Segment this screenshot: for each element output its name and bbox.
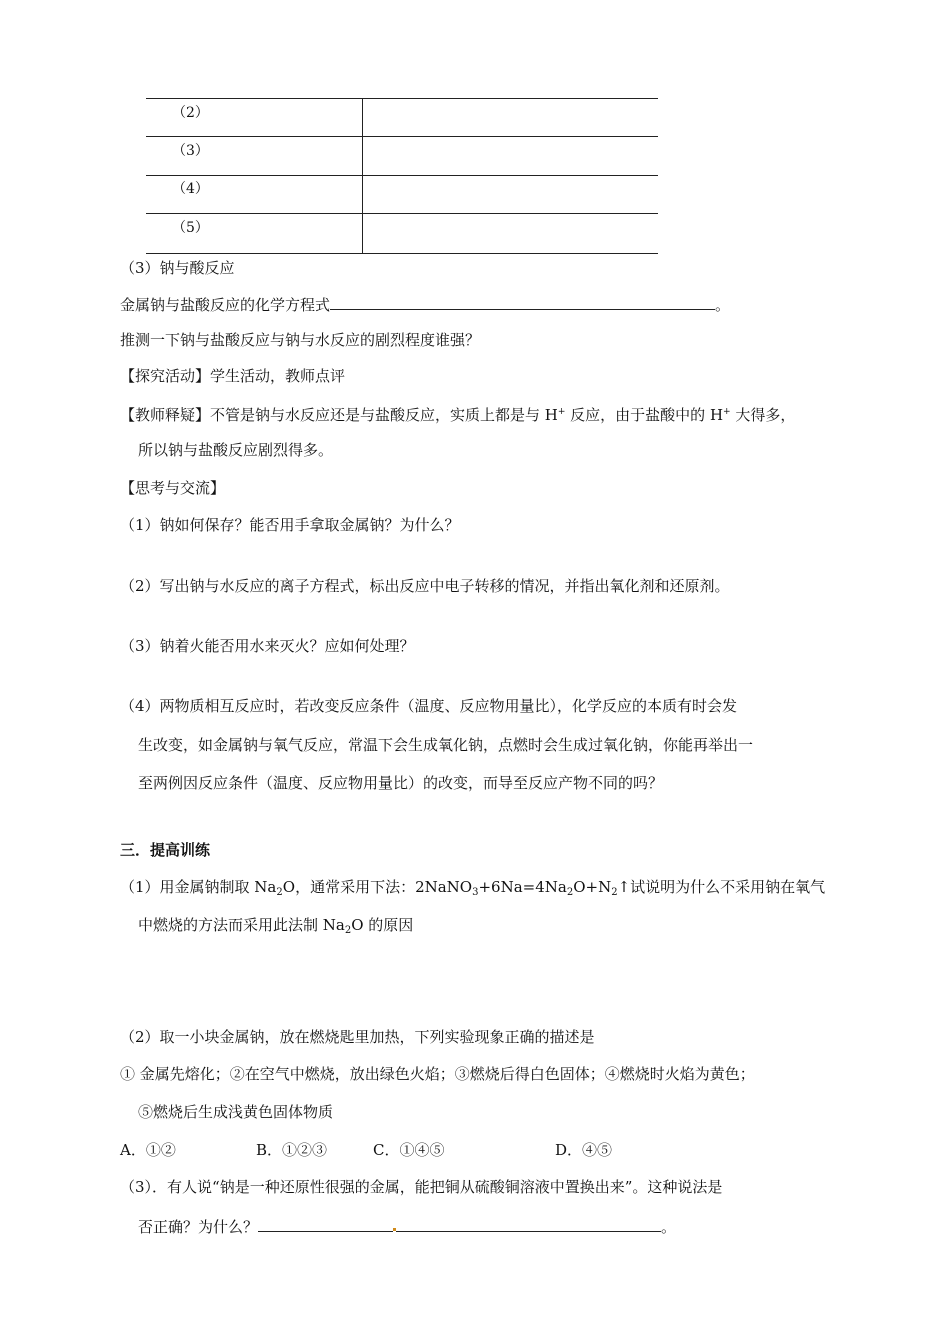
answer-blank[interactable] [330,293,715,310]
section-heading: 【思考与交流】 [120,479,226,497]
table-row-label: （3） [172,143,209,159]
table-row-label: （5） [172,220,209,236]
problem-2: （2）取一小块金属钠，放在燃烧匙里加热，下列实验现象正确的描述是 [120,1028,595,1046]
problem-2-statements-cont: ⑤燃烧后生成浅黄色固体物质 [138,1103,334,1121]
option-d[interactable]: D．④⑤ [555,1141,613,1159]
problem-text: 中燃烧的方法而采用此法制 Na [138,916,345,934]
problem-text: （1）用金属钠制取 Na [120,878,277,896]
superscript: + [557,407,566,417]
option-c[interactable]: C．①④⑤ [373,1141,445,1159]
subscript: 2 [611,887,618,898]
option-b[interactable]: B．①②③ [256,1141,328,1159]
activity-text: 【探究活动】学生活动，教师点评 [120,367,346,385]
table-rule [146,136,658,137]
superscript: + [723,407,731,417]
table-row-label: （2） [172,105,209,121]
answer-table [146,98,658,254]
explanation-part: 反应，由于盐酸中的 H [565,406,724,424]
problem-text: O+N [573,878,612,896]
problem-end: 。 [661,1218,677,1236]
table-rule [146,98,658,99]
answer-blank[interactable] [396,1215,661,1232]
explanation-part: 【教师释疑】不管是钠与水反应还是与盐酸反应，实质上都是与 H [120,406,558,424]
question-item-cont: 生改变，如金属钠与氧气反应，常温下会生成氧化钠，点燃时会生成过氧化钠，你能再举出一 [138,736,754,754]
prompt-end: 。 [715,296,731,314]
table-rule [146,213,658,214]
section-heading: 三．提高训练 [120,841,211,859]
question-text: 推测一下钠与盐酸反应与钠与水反应的剧烈程度谁强？ [120,331,481,349]
problem-text: O，通常采用下法：2NaNO [282,878,473,896]
problem-text: O 的原因 [351,916,414,934]
section-heading: （3）钠与酸反应 [120,259,235,277]
table-row-label: （4） [172,181,209,197]
problem-3: （3）．有人说“钠是一种还原性很强的金属，能把铜从硫酸铜溶液中置换出来”。这种说法是 [120,1178,723,1196]
problem-text: ↑试说明为什么不采用钠在氧气 [617,878,826,896]
option-a[interactable]: A．①② [120,1141,176,1159]
question-item: （3）钠着火能否用水来灭火？应如何处理？ [120,637,415,655]
problem-1 [120,877,825,903]
question-item: （4）两物质相互反应时，若改变反应条件（温度、反应物用量比），化学反应的本质有时会发 [120,697,738,715]
explanation-part: 大得多， [730,406,796,424]
question-item: （1）钠如何保存？能否用手拿取金属钠？为什么？ [120,516,460,534]
problem-text: +6Na=4Na [478,878,567,896]
question-item: （2）写出钠与水反应的离子方程式，标出反应中电子转移的情况，并指出氧化剂和还原剂。 [120,577,730,595]
subscript: 2 [344,925,352,936]
subscript: 2 [276,887,283,898]
answer-blank[interactable] [258,1215,393,1232]
table-rule [146,175,658,176]
teacher-explanation-cont: 所以钠与盐酸反应剧烈得多。 [138,441,334,459]
teacher-explanation [120,402,795,425]
subscript: 3 [472,887,479,898]
table-column-divider [362,98,363,254]
prompt-text: 金属钠与盐酸反应的化学方程式 [120,296,331,314]
table-rule [146,253,658,254]
subscript: 2 [566,887,574,898]
problem-1-cont [138,915,413,941]
problem-3-cont [138,1215,676,1237]
question-item-cont: 至两例因反应条件（温度、反应物用量比）的改变，而导至反应产物不同的吗？ [138,774,664,792]
problem-text: 否正确？为什么？ [138,1218,259,1236]
problem-2-statements: ① 金属先熔化；②在空气中燃烧，放出绿色火焰；③燃烧后得白色固体；④燃烧时火焰为黄色； [120,1065,755,1083]
equation-prompt [120,293,730,315]
